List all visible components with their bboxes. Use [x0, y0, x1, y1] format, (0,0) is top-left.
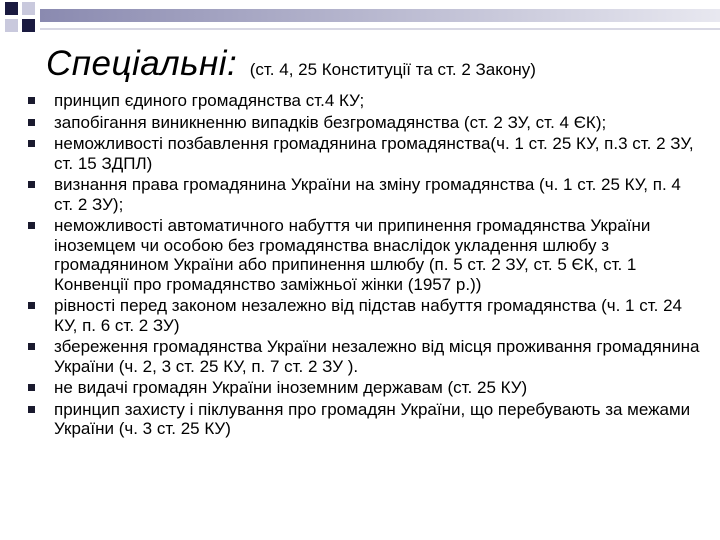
- list-item: [28, 134, 700, 173]
- page-title: [46, 44, 536, 84]
- deco-square-dark: [5, 2, 18, 15]
- bullet-square-icon: [28, 343, 35, 350]
- list-item-text: неможливості автоматичного набуття чи припинення громадянства України іноземцем чи особою без громадянства внаслідок укладення шлюбу з громадянином України або припинення шлюбу (п. 5 ст. 2 ЗУ, ст. 5 ЄК, ст. 1 Конвенції про громадянство заміжньої жінки (1957 р.)): [54, 216, 651, 294]
- list-item-text: не видачі громадян України іноземним державам (ст. 25 КУ): [54, 378, 528, 397]
- title-subtitle: (ст. 4, 25 Конституції та ст. 2 Закону): [249, 60, 536, 79]
- bullet-square-icon: [28, 119, 35, 126]
- list-item-text: принцип єдиного громадянства ст.4 КУ;: [54, 91, 365, 110]
- bullet-square-icon: [28, 140, 35, 147]
- bullet-square-icon: [28, 384, 35, 391]
- list-item-text: збереження громадянства України незалежно від місця проживання громадянина України (ч. 2, 3 ст. 25 КУ, п. 7 ст. 2 ЗУ ).: [54, 337, 700, 376]
- list-item-text: запобігання виникненню випадків безгромадянства (ст. 2 ЗУ, ст. 4 ЄК);: [54, 112, 607, 132]
- deco-bar: [40, 9, 720, 22]
- list-item: [28, 337, 700, 376]
- list-item-text: визнання права громадянина України на зміну громадянства (ч. 1 ст. 25 КУ, п. 4 ст. 2 ЗУ);: [54, 175, 681, 214]
- header-decoration: [0, 0, 720, 40]
- list-item: [28, 216, 700, 294]
- deco-square-light: [22, 2, 35, 15]
- bullet-square-icon: [28, 222, 35, 229]
- list-item-text: рівності перед законом незалежно від підстав набуття громадянства (ч. 1 ст. 24 КУ, п. 6 ст. 2 ЗУ): [54, 296, 682, 335]
- list-item: [28, 296, 700, 335]
- deco-line: [40, 28, 720, 30]
- list-item: [28, 91, 700, 111]
- list-item: [28, 175, 700, 214]
- list-item-text: неможливості позбавлення громадянина громадянства(ч. 1 ст. 25 КУ, п.3 ст. 2 ЗУ, ст. 15 ЗДПЛ): [54, 134, 694, 173]
- bullet-square-icon: [28, 97, 35, 104]
- bullet-square-icon: [28, 302, 35, 309]
- deco-square-light: [5, 19, 18, 32]
- principles-list: [28, 91, 700, 441]
- bullet-square-icon: [28, 406, 35, 413]
- list-item-text: принцип захисту і піклування про громадян України, що перебувають за межами України (ч. 3 ст. 25 КУ): [54, 399, 691, 438]
- deco-square-dark: [22, 19, 35, 32]
- title-main: Спеціальні:: [46, 44, 238, 83]
- list-item: [28, 378, 700, 398]
- list-item: [28, 113, 700, 133]
- list-item: [28, 400, 700, 439]
- bullet-square-icon: [28, 181, 35, 188]
